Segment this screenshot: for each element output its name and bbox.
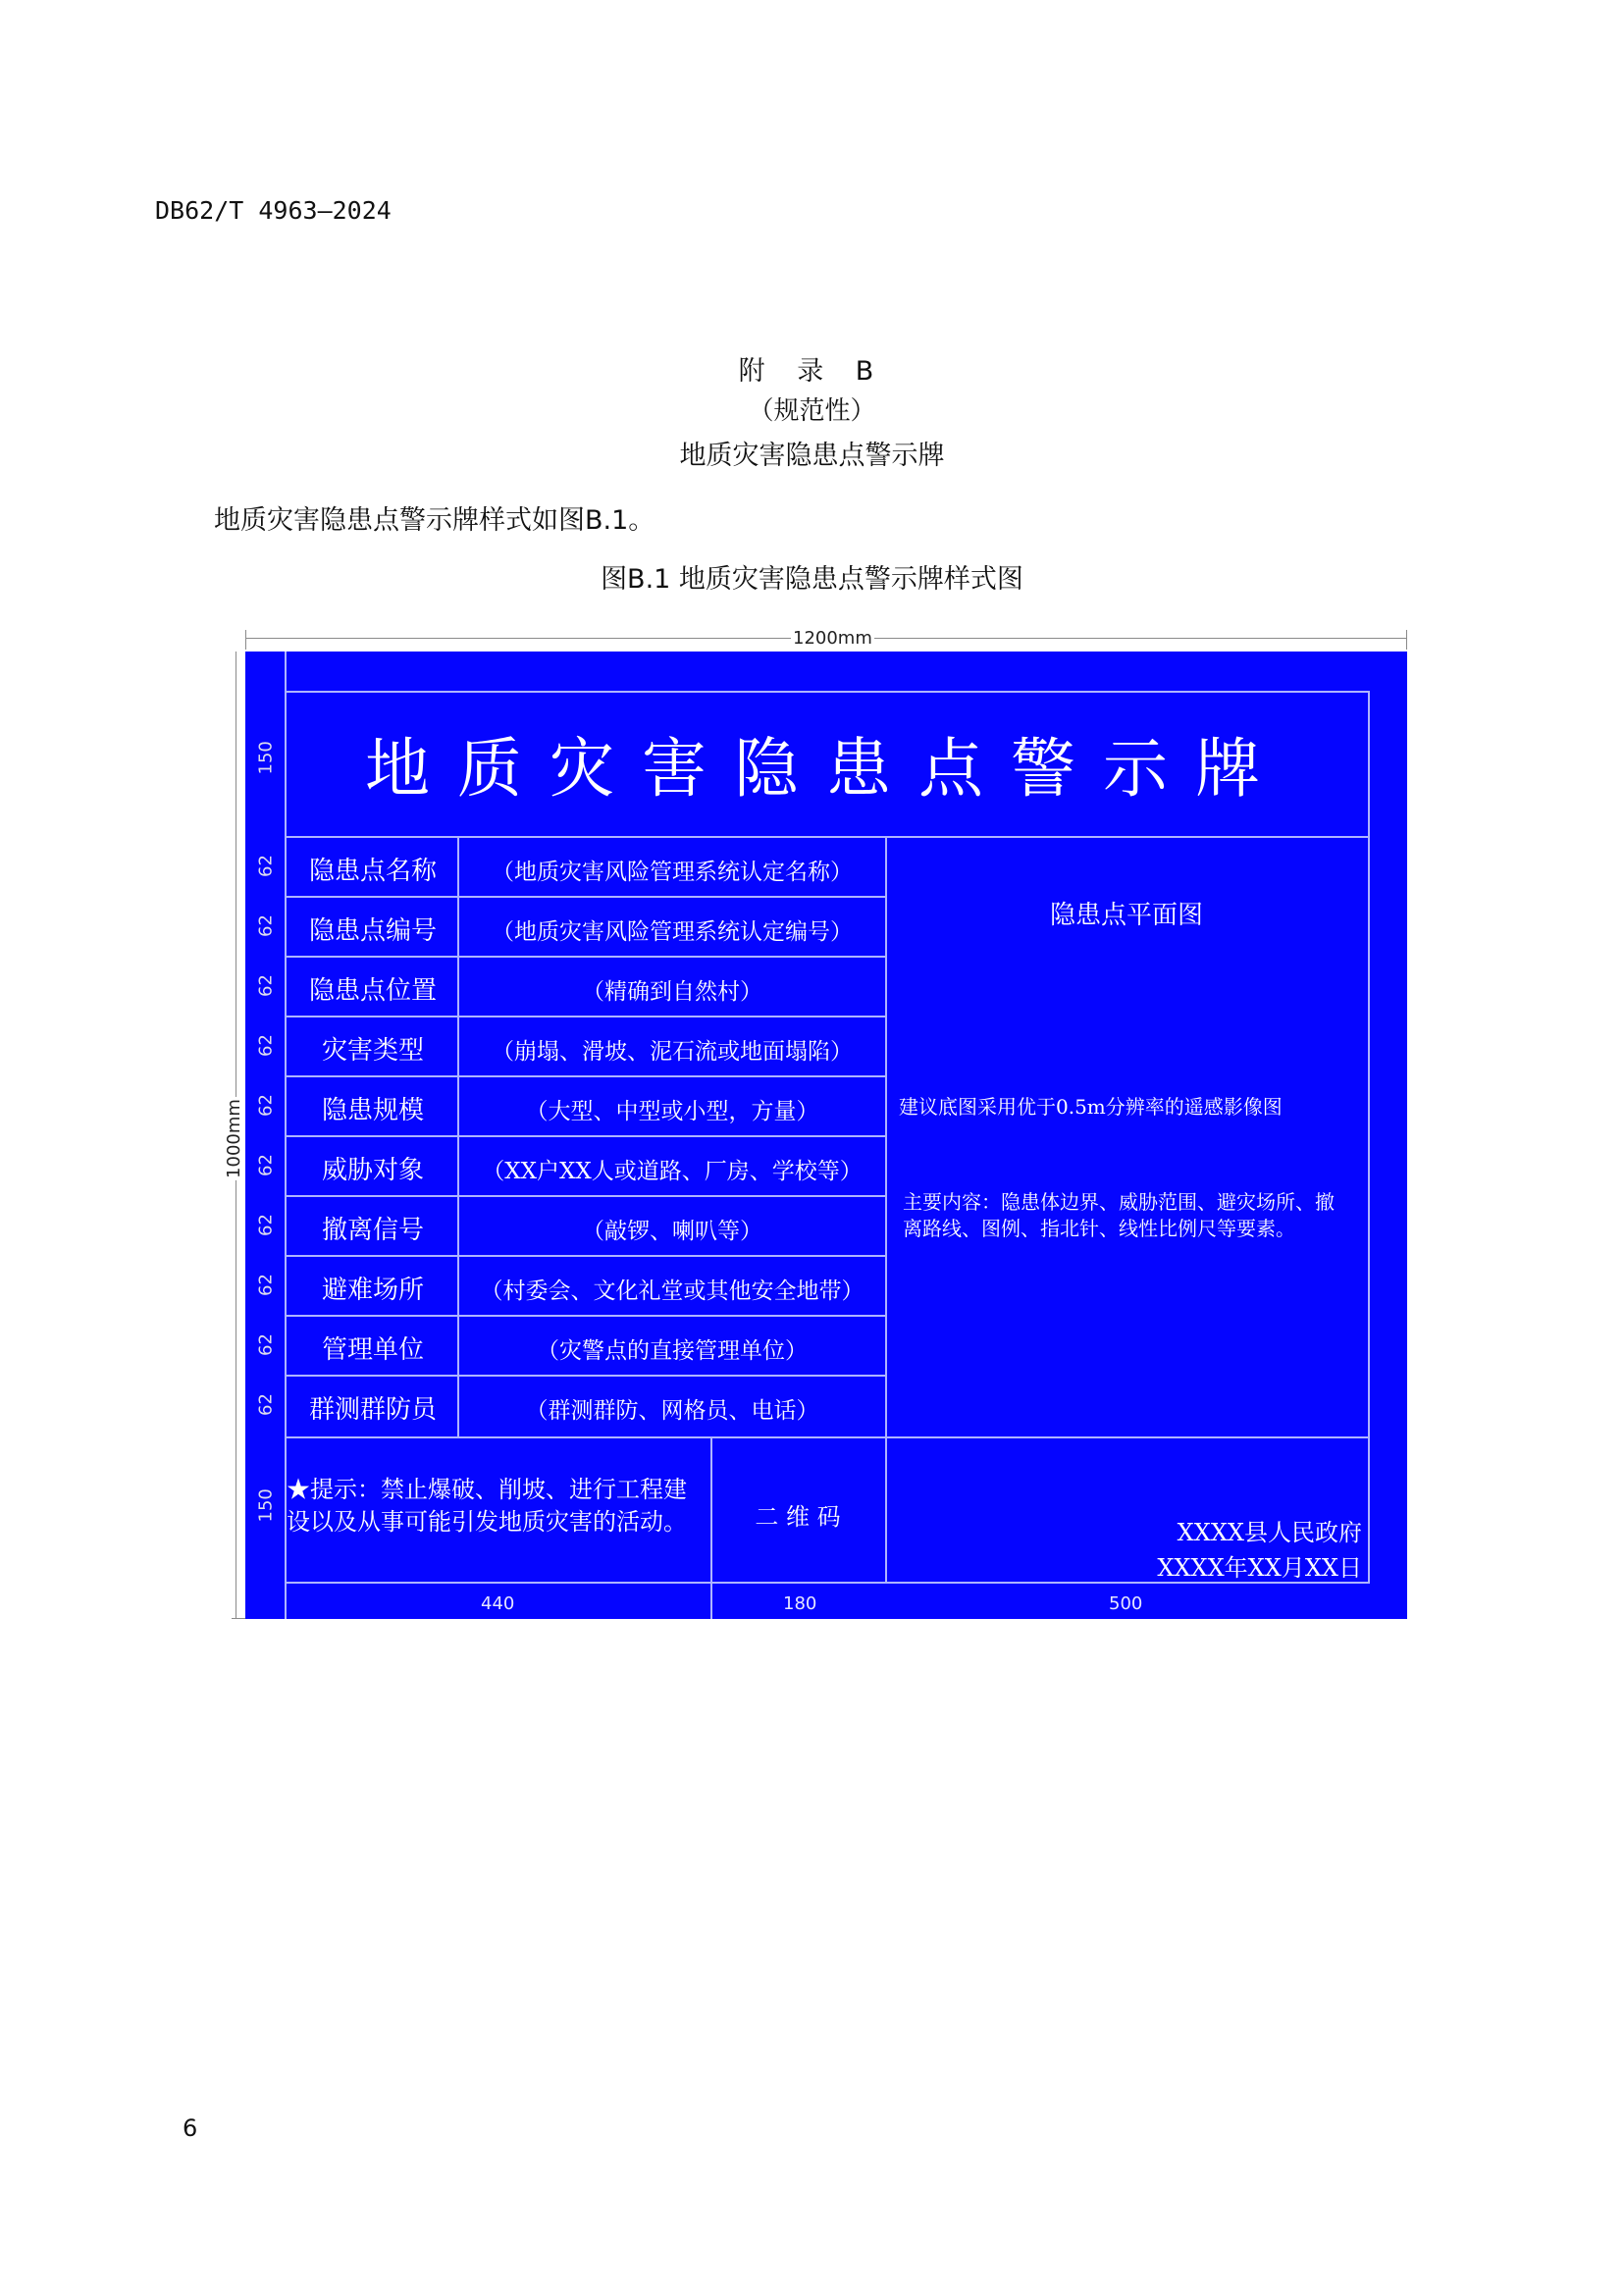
row-value: （精确到自然村） <box>582 979 762 1005</box>
row-label: 隐患点编号 <box>308 916 437 946</box>
map-note-resolution: 建议底图采用优于0.5m分辨率的遥感影像图 <box>899 1095 1283 1119</box>
issue-date: XXXX年XX月XX日 <box>1157 1554 1362 1582</box>
map-title: 隐患点平面图 <box>1049 901 1203 930</box>
row-value: （地质灾害风险管理系统认定编号） <box>492 919 853 945</box>
row-label: 威胁对象 <box>321 1156 424 1185</box>
appendix-heading: 地质灾害隐患点警示牌 <box>679 441 945 471</box>
row-line <box>285 1135 885 1137</box>
frame-line <box>285 1436 1368 1438</box>
row-label: 灾害类型 <box>321 1036 424 1066</box>
frame-line <box>1368 691 1370 1584</box>
row-value: （大型、中型或小型，方量） <box>525 1099 819 1124</box>
row-value: （群测群防、网格员、电话） <box>525 1398 819 1424</box>
appendix-type: （规范性） <box>748 396 876 426</box>
row-height-mark: 62 <box>255 1094 277 1117</box>
row-height-mark: 62 <box>255 1333 277 1356</box>
row-height-mark: 62 <box>255 1034 277 1057</box>
column-width-label: 180 <box>783 1593 817 1614</box>
row-label: 隐患点位置 <box>308 976 437 1006</box>
warning-sign-figure <box>223 628 1407 1619</box>
map-note-content: 主要内容：隐患体边界、威胁范围、避灾场所、撤离路线、图例、指北针、线性比例尺等要素。 <box>903 1190 1335 1240</box>
row-line <box>285 956 885 958</box>
document-code: DB62/T 4963—2024 <box>155 196 392 225</box>
row-label: 避难场所 <box>321 1276 424 1305</box>
row-label: 撤离信号 <box>321 1216 424 1245</box>
column-width-label: 500 <box>1109 1593 1143 1614</box>
figure-caption: 图B.1 地质灾害隐患点警示牌样式图 <box>601 564 1023 595</box>
row-line <box>285 896 885 898</box>
appendix-title: 附 录 B <box>738 356 886 387</box>
row-label: 管理单位 <box>321 1335 424 1365</box>
warning-tip: ★提示：禁止爆破、削坡、进行工程建设以及从事可能引发地质灾害的活动。 <box>287 1476 687 1536</box>
row-value: （XX户XX人或道路、厂房、学校等） <box>482 1159 863 1184</box>
row-height-mark: 62 <box>255 974 277 997</box>
row-height-mark: 62 <box>255 855 277 877</box>
row-height-mark: 62 <box>255 1154 277 1176</box>
sign-board <box>245 652 1407 1619</box>
row-value: （村委会、文化礼堂或其他安全地带） <box>480 1278 864 1304</box>
row-label: 群测群防员 <box>308 1395 437 1425</box>
frame-line <box>285 691 1368 693</box>
row-line <box>285 1375 885 1377</box>
row-value: （地质灾害风险管理系统认定名称） <box>492 860 853 885</box>
qr-code-placeholder: 二 维 码 <box>755 1503 841 1531</box>
issuer: XXXX县人民政府 <box>1177 1519 1362 1546</box>
intro-paragraph: 地质灾害隐患点警示牌样式如图B.1。 <box>214 505 655 536</box>
row-line <box>285 1315 885 1317</box>
row-height-mark: 62 <box>255 1274 277 1296</box>
row-line <box>285 1016 885 1017</box>
row-height-mark: 62 <box>255 914 277 937</box>
row-value: （崩塌、滑坡、泥石流或地面塌陷） <box>492 1039 853 1065</box>
width-dimension-tick <box>245 630 246 650</box>
frame-line <box>285 836 1368 838</box>
width-dimension-tick <box>1406 630 1407 650</box>
row-value: （灾警点的直接管理单位） <box>537 1338 808 1364</box>
page-number: 6 <box>183 2114 198 2142</box>
width-dimension-label: 1200mm <box>793 628 872 649</box>
title-height-mark: 150 <box>255 741 277 775</box>
column-width-label: 440 <box>481 1593 515 1614</box>
row-label: 隐患点名称 <box>308 857 437 886</box>
height-dimension-label: 1000mm <box>223 1099 244 1178</box>
row-line <box>285 1255 885 1257</box>
row-line <box>285 1075 885 1077</box>
row-line <box>285 1195 885 1197</box>
row-label: 隐患规模 <box>321 1096 424 1125</box>
frame-line <box>885 836 887 1584</box>
footer-height-mark: 150 <box>255 1488 277 1523</box>
row-value: （敲锣、喇叭等） <box>582 1219 762 1244</box>
sign-title: 地质灾害隐患点警示牌 <box>365 731 1287 807</box>
row-height-mark: 62 <box>255 1393 277 1416</box>
row-height-mark: 62 <box>255 1214 277 1236</box>
